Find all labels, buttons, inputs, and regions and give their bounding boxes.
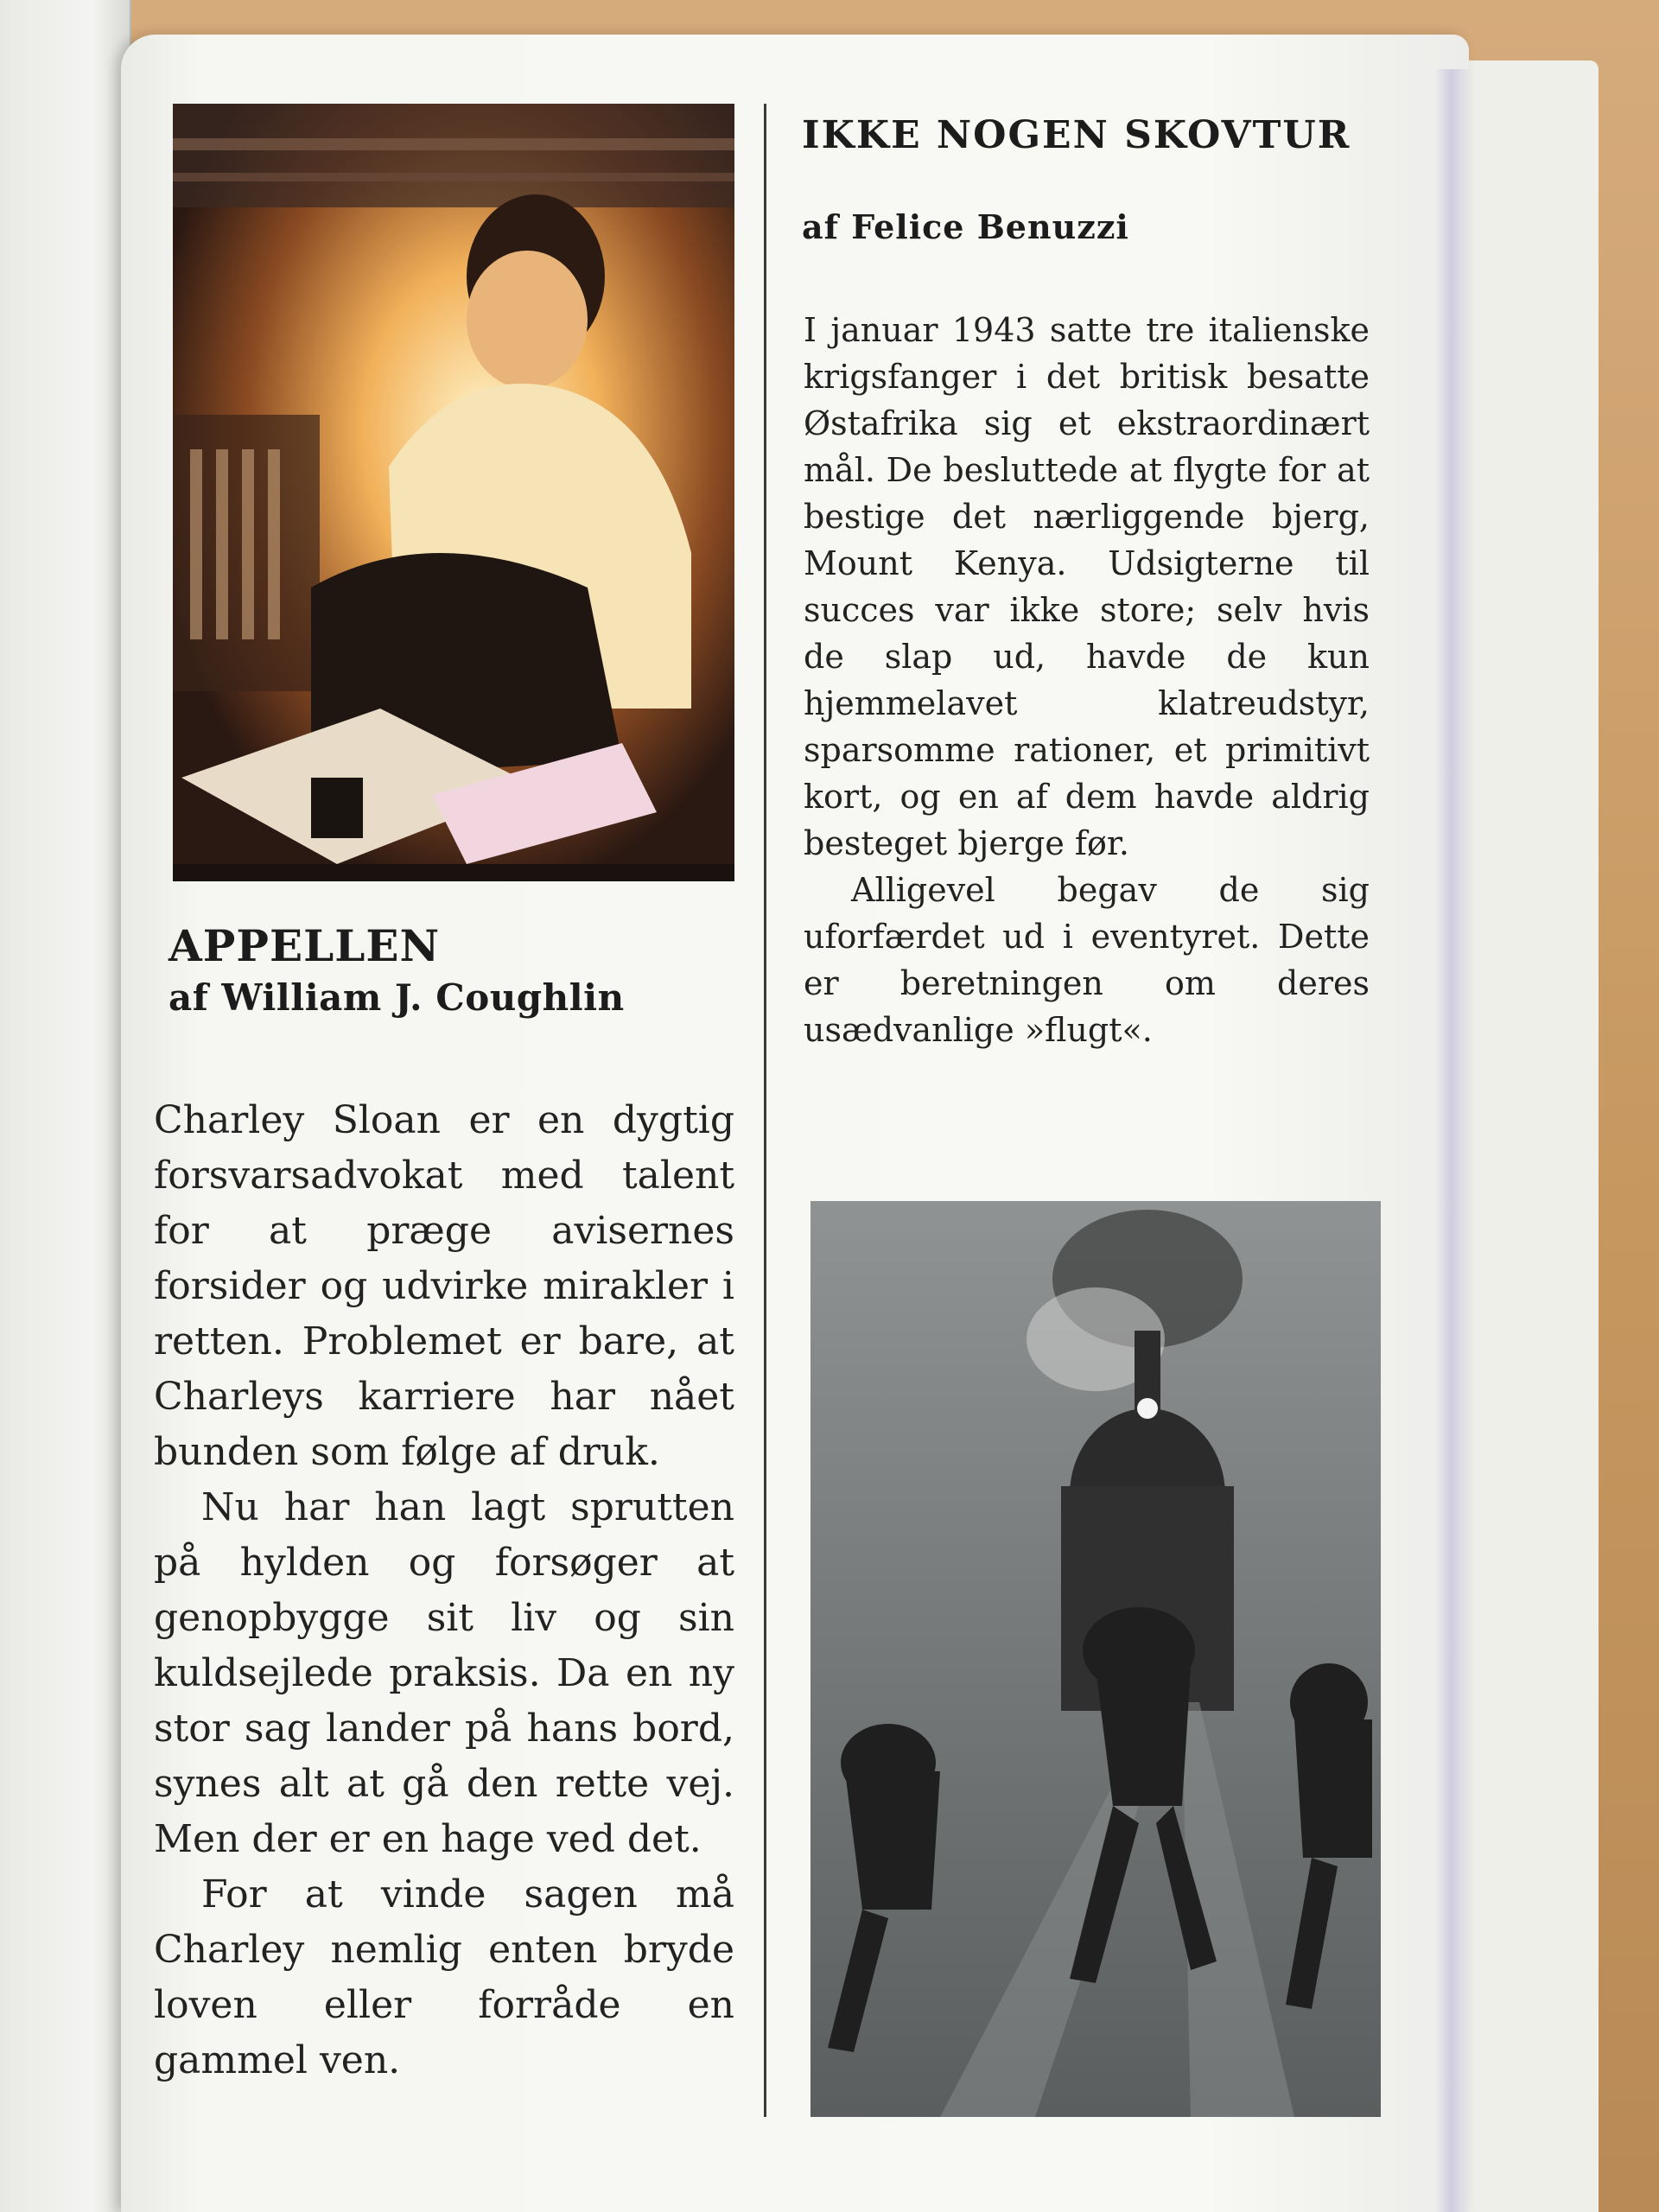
facing-page-edge: [0, 0, 131, 2212]
page-shadow: [1434, 69, 1469, 2212]
column-divider: [764, 104, 766, 2117]
cover-illustration-skovtur: [810, 1201, 1381, 2117]
story-title-skovtur: IKKE NOGEN SKOVTUR: [802, 113, 1351, 157]
cover-illustration-appellen: [173, 104, 734, 881]
blurb-paragraph: Charley Sloan er en dygtig forsvarsadvokat med talent for at præge avisernes forsider og udvirke mirakler i retten. Problemet er bare, at Charleys karriere har nået bunden som følge af druk.: [154, 1098, 734, 1474]
story-title-appellen: APPELLEN: [168, 920, 441, 971]
story-author-coughlin: af William J. Coughlin: [168, 976, 625, 1019]
story-author-benuzzi: af Felice Benuzzi: [802, 207, 1129, 246]
story-blurb-appellen: [154, 1093, 734, 2088]
blurb-paragraph: For at vinde sagen må Charley nemlig enten bryde loven eller forråde en gammel ven.: [154, 1872, 734, 2082]
blurb-paragraph: I januar 1943 satte tre italienske krigsfanger i det britisk besatte Østafrika sig et ekstraordinært mål. De besluttede at flygte for at bestige det nærliggende bjerg, Mount Kenya. Udsigterne til succes var ikke store; selv hvis de slap ud, havde de kun hjemmelavet klatreudstyr, sparsomme rationer, et primitivt kort, og en af dem havde aldrig besteget bjerge før.: [804, 311, 1370, 862]
story-blurb-skovtur: [804, 307, 1370, 1053]
blurb-paragraph: Alligevel begav de sig uforfærdet ud i eventyret. Dette er beretningen om deres usædvanlige »flugt«.: [804, 871, 1370, 1049]
blurb-paragraph: Nu har han lagt sprutten på hylden og forsøger at genopbygge sit liv og sin kuldsejlede praksis. Da en ny stor sag lander på hans bord, synes alt at gå den rette vej. Men der er en hage ved det.: [154, 1485, 734, 1861]
